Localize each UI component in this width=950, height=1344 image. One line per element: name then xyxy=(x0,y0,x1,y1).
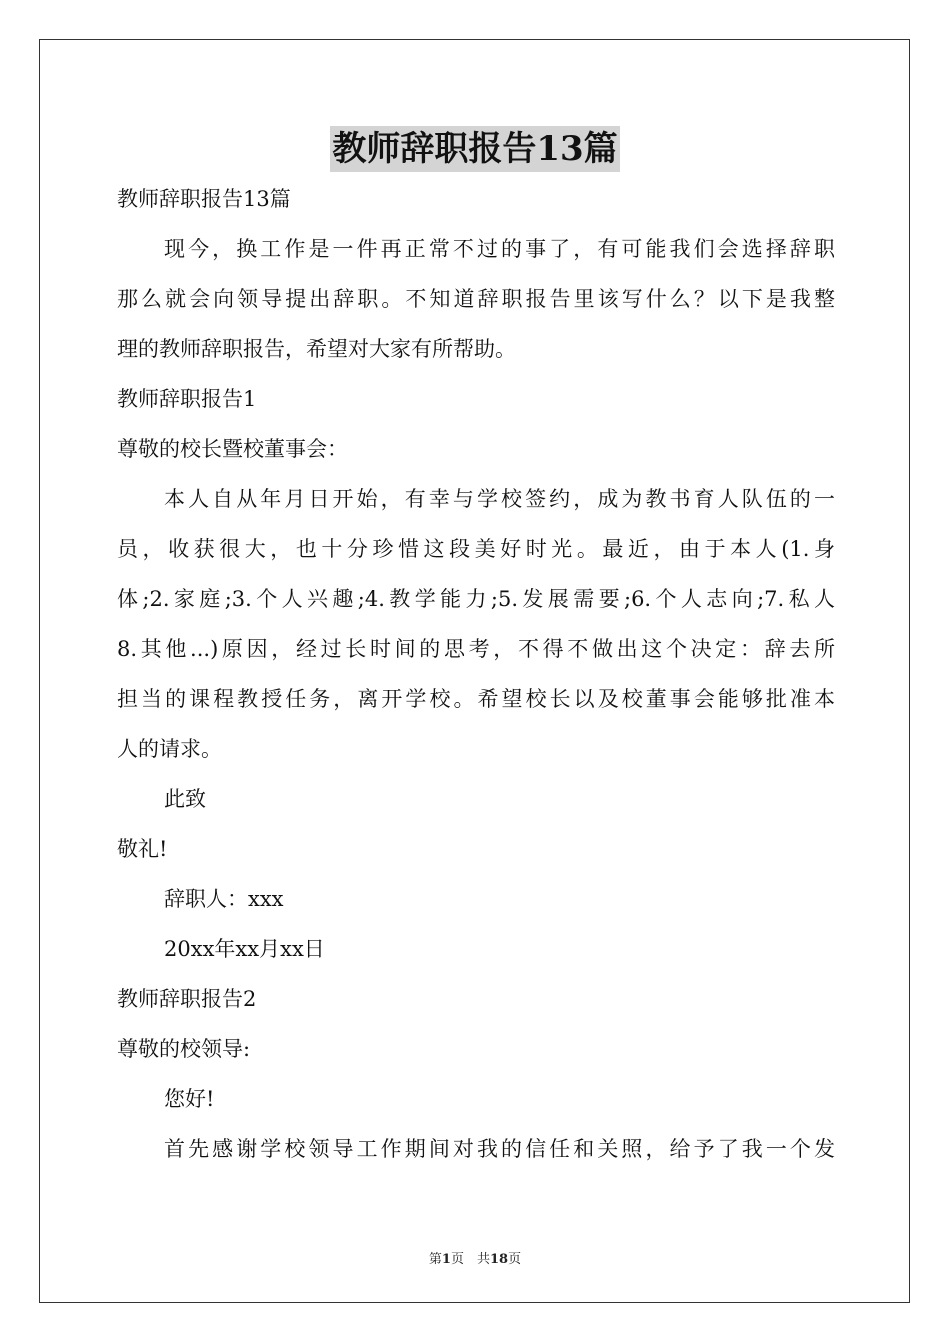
page-footer xyxy=(0,1248,950,1267)
intro-paragraph-line: 理的教师辞职报告，希望对大家有所帮助。 xyxy=(117,337,516,361)
document-body xyxy=(117,174,835,1174)
intro-paragraph-line: 那么就会向领导提出辞职。不知道辞职报告里该写什么？以下是我整 xyxy=(117,287,835,311)
footer-page-total: 18 xyxy=(489,1252,509,1267)
footer-page-prefix: 第 xyxy=(428,1252,442,1267)
footer-page-mid: 页 共 xyxy=(450,1252,490,1267)
body-paragraph-line: 本人自从年月日开始，有幸与学校签约，成为教书育人队伍的一 xyxy=(164,487,835,511)
body-paragraph-line: 首先感谢学校领导工作期间对我的信任和关照，给予了我一个发 xyxy=(164,1137,835,1161)
body-paragraph-line: 担当的课程教授任务，离开学校。希望校长以及校董事会能够批准本 xyxy=(117,687,835,711)
document-title: 教师辞职报告13篇 xyxy=(330,126,619,172)
body-paragraph-line: 员，收获很大，也十分珍惜这段美好时光。最近，由于本人(1.身 xyxy=(117,537,835,561)
salutation: 尊敬的校长暨校董事会： xyxy=(117,437,348,461)
body-paragraph-line: 8.其他...)原因，经过长时间的思考，不得不做出这个决定：辞去所 xyxy=(117,637,835,661)
footer-page-suffix: 页 xyxy=(508,1252,522,1267)
title-area xyxy=(0,126,950,172)
closing-line: 此致 xyxy=(164,787,206,811)
date-line: 20xx年xx月xx日 xyxy=(164,937,325,961)
section-heading: 教师辞职报告1 xyxy=(117,387,257,411)
signature-line: 辞职人：xxx xyxy=(164,887,284,911)
body-paragraph-line: 人的请求。 xyxy=(117,737,222,761)
body-paragraph-line: 体;2.家庭;3.个人兴趣;4.教学能力;5.发展需要;6.个人志向;7.私人 xyxy=(117,587,835,611)
intro-paragraph-line: 现今，换工作是一件再正常不过的事了，有可能我们会选择辞职 xyxy=(164,237,835,261)
salutation: 尊敬的校领导: xyxy=(117,1037,251,1061)
subtitle-line: 教师辞职报告13篇 xyxy=(117,187,291,211)
section-heading: 教师辞职报告2 xyxy=(117,987,257,1011)
closing-regards: 敬礼! xyxy=(117,837,168,861)
greeting-line: 您好! xyxy=(164,1087,215,1111)
footer-page-current: 1 xyxy=(441,1252,451,1267)
